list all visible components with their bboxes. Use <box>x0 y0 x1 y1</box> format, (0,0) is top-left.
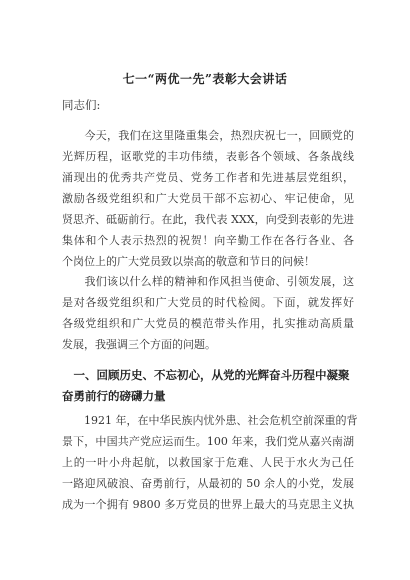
paragraph-line: 今天，我们在这里隆重集会，热烈庆祝七一，回顾党的 <box>62 129 354 142</box>
section-heading-1 <box>62 365 358 407</box>
heading-line: 一、回顾历史、不忘初心，从党的光辉奋斗历程中凝聚 <box>62 368 350 382</box>
document-title: 七一“两优一先”表彰大会讲话 <box>122 72 288 86</box>
paragraph-line: 我们该以什么样的精神和作风担当使命、引领发展，这 <box>62 275 354 288</box>
paragraph-line: 光辉历程，讴歌党的丰功伟绩，表彰各个领域、各条战线 <box>62 150 354 163</box>
paragraph-line: 上的一叶小舟起航，以救国家于危难、人民于水火为己任 <box>62 456 354 469</box>
paragraph-line: 集体和个人表示热烈的祝贺！向辛勤工作在各行各业、各 <box>62 234 354 247</box>
paragraph-line: 成为一个拥有 9800 多万党员的世界上最大的马克思主义执 <box>62 498 354 511</box>
paragraph-2 <box>62 271 354 355</box>
paragraph-line: 是对各级党组织和广大党员的时代检阅。下面，就发挥好 <box>62 296 354 309</box>
paragraph-3 <box>62 410 358 515</box>
paragraph-line: 激励各级党组织和广大党员干部不忘初心、牢记使命，见 <box>62 192 354 205</box>
paragraph-line: 贤思齐、砥砺前行。在此，我代表 XXX，向受到表彰的先进 <box>62 213 354 226</box>
paragraph-line: 各级党组织和广大党员的模范带头作用，扎实推动高质量 <box>62 317 354 330</box>
salutation: 同志们: <box>62 98 101 112</box>
paragraph-line: 一路迎风破浪、奋勇前行，从最初的 50 余人的小党，发展 <box>62 477 354 490</box>
paragraph-line: 个岗位上的广大党员致以崇高的敬意和节日的问候！ <box>62 255 315 268</box>
heading-line: 奋勇前行的磅礴力量 <box>62 389 166 403</box>
paragraph-1 <box>62 125 354 272</box>
paragraph-line: 1921 年，在中华民族内忧外患、社会危机空前深重的背 <box>62 414 358 427</box>
paragraph-line: 景下，中国共产党应运而生。100 年来，我们党从嘉兴南湖 <box>62 435 354 448</box>
paragraph-line: 发展，我强调三个方面的问题。 <box>62 338 216 351</box>
paragraph-line: 涌现出的优秀共产党员、党务工作者和先进基层党组织， <box>62 171 354 184</box>
